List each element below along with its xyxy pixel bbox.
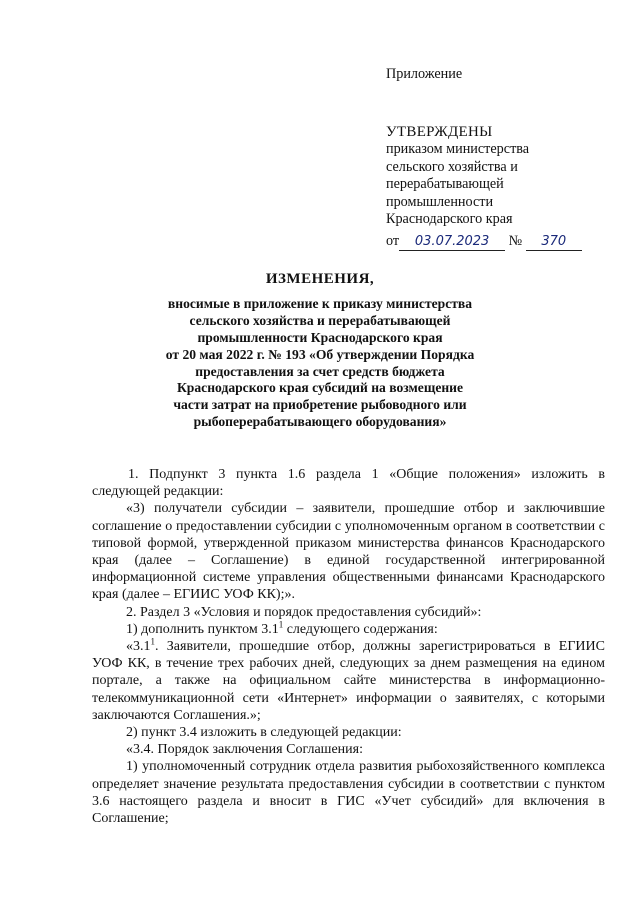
- approval-line: перерабатывающей: [386, 176, 504, 192]
- title-line: сельского хозяйства и перерабатывающей: [189, 312, 451, 328]
- approval-line: промышленности: [386, 193, 494, 210]
- title-line: промышленности Краснодарского края: [197, 329, 443, 345]
- document-title: [120, 271, 520, 431]
- paragraph: 2) пункт 3.4 изложить в следующей редакции:: [126, 725, 402, 741]
- title-line: от 20 мая 2022 г. № 193 «Об утверждении Порядка: [165, 346, 475, 362]
- paragraph: [92, 621, 605, 638]
- paragraph: «3) получатели субсидии – заявители, прошедшие отбор и заключившие соглашение о предоставлении субсидии с уполномоченным органом в соответствии с типовой формой, утвержденной приказом министерства финансов Краснодарского края (далее – Соглашение) в единой государственной интегрированной информационной системе управления общественными финансами Краснодарского края (далее – ЕГИИС УОФ КК);».: [92, 501, 605, 603]
- paragraph: 1. Подпункт 3 пункта 1.6 раздела 1 «Общие положения» изложить в следующей редакции:: [92, 467, 605, 500]
- paragraph: «3.4. Порядок заключения Соглашения:: [126, 742, 363, 758]
- superscript: 1: [278, 619, 284, 630]
- title-line: предоставления за счет средств бюджета: [195, 363, 445, 379]
- paragraph: 2. Раздел 3 «Условия и порядок предоставления субсидий»:: [126, 604, 482, 620]
- approval-line: Краснодарского края: [386, 211, 513, 227]
- title-line: рыбоперерабатывающего оборудования»: [193, 414, 447, 430]
- number-sign: №: [508, 232, 523, 249]
- handwritten-date: 03.07.2023: [399, 233, 505, 252]
- document-body: [92, 466, 605, 827]
- paragraph-text: . Заявители, прошедшие отбор, должны зарегистрироваться в ЕГИИС УОФ КК, в течение трех рабочих дней, следующих за днем размещения на едином портале, а также на официальном сайте министерства в информационно-телекоммуникационной сети «Интернет» информации о заявителях, с которыми заключаются Соглашения.»;: [92, 639, 605, 723]
- paragraph-text: следующего содержания:: [283, 621, 438, 637]
- title-line: части затрат на приобретение рыбоводного или: [173, 397, 467, 413]
- title-line: Краснодарского края субсидий на возмещение: [176, 380, 464, 396]
- paragraph: [92, 638, 605, 724]
- paragraph: 1) уполномоченный сотрудник отдела развития рыбохозяйственного комплекса определяет значение результата предоставления субсидии в соответствии с пунктом 3.6 настоящего раздела и вносит в ГИС «Учет субсидий» для включения в Соглашение;: [92, 759, 605, 827]
- paragraph-text: «3.1: [126, 639, 151, 655]
- date-prefix: от: [386, 232, 400, 249]
- superscript: 1: [150, 636, 155, 647]
- paragraph-text: 1) дополнить пунктом 3.1: [126, 621, 279, 637]
- handwritten-number: 370: [526, 233, 582, 252]
- approval-block: [386, 66, 616, 251]
- approved-heading: УТВЕРЖДЕНЫ: [386, 123, 493, 140]
- title-main: ИЗМЕНЕНИЯ,: [265, 271, 375, 287]
- appendix-label: Приложение: [386, 66, 463, 82]
- approval-line: приказом министерства: [386, 141, 530, 157]
- approval-line: сельского хозяйства и: [386, 158, 518, 175]
- order-date-line: [386, 233, 616, 252]
- title-line: вносимые в приложение к приказу министерства: [167, 295, 473, 311]
